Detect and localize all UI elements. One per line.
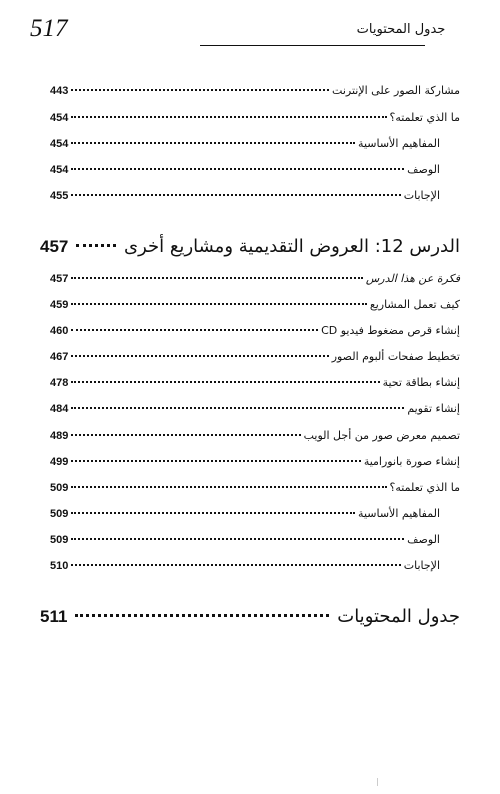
toc-entry-page: 455 xyxy=(50,190,69,202)
dot-leader xyxy=(71,116,386,118)
dot-leader xyxy=(71,277,362,279)
dot-leader xyxy=(71,355,328,357)
toc-entry-page: 459 xyxy=(50,299,69,311)
toc-entry[interactable] xyxy=(50,322,460,340)
dot-leader xyxy=(71,194,400,196)
dot-leader xyxy=(71,460,360,462)
toc-entry-page: 489 xyxy=(50,430,69,442)
toc-entry-title: المفاهيم الأساسية xyxy=(358,507,440,520)
running-header: جدول المحتويات xyxy=(356,22,446,37)
toc-entry[interactable] xyxy=(50,557,440,575)
toc-entry-page: 509 xyxy=(50,508,69,520)
toc-entry-page: 454 xyxy=(50,164,69,176)
dot-leader xyxy=(71,434,300,436)
toc-entry-title: الوصف xyxy=(407,163,440,176)
toc-chapter-title: الدرس 12: العروض التقديمية ومشاريع أخرى xyxy=(123,236,460,257)
toc-entry[interactable] xyxy=(50,427,460,445)
toc-entry[interactable] xyxy=(50,109,460,127)
toc-entry-page: 509 xyxy=(50,534,69,546)
toc-entry[interactable] xyxy=(50,161,440,179)
dot-leader xyxy=(71,486,386,488)
toc-chapter-title: جدول المحتويات xyxy=(337,606,460,627)
toc-chapter-page: 511 xyxy=(40,607,68,626)
toc-chapter-heading[interactable] xyxy=(40,234,460,260)
dot-leader xyxy=(71,564,400,566)
toc-entry-title: فكرة عن هذا الدرس xyxy=(365,272,460,285)
toc-chapter-heading[interactable] xyxy=(40,604,460,630)
dot-leader xyxy=(71,381,379,383)
toc-entry[interactable] xyxy=(50,348,460,366)
toc-entry-page: 457 xyxy=(50,273,69,285)
toc-entry-page: 509 xyxy=(50,482,69,494)
toc-entry-title: ما الذي تعلمته؟ xyxy=(389,111,460,124)
toc-entry-title: كيف تعمل المشاريع xyxy=(369,298,460,311)
dot-leader xyxy=(71,303,366,305)
toc-entry[interactable] xyxy=(50,453,460,471)
toc-entry-page: 467 xyxy=(50,351,69,363)
toc-entry-title: الإجابات xyxy=(403,189,440,202)
toc-entry-page: 454 xyxy=(50,112,69,124)
toc-entry-title: تخطيط صفحات ألبوم الصور xyxy=(331,350,460,363)
toc-entry-title: إنشاء قرص مضغوط فيديو CD xyxy=(321,324,460,337)
toc-entry-title: ما الذي تعلمته؟ xyxy=(389,481,460,494)
toc-entry-title: تصميم معرض صور من أجل الويب xyxy=(303,429,460,442)
toc-entry-title: الإجابات xyxy=(403,559,440,572)
dot-leader xyxy=(71,168,404,170)
toc-entry[interactable] xyxy=(50,531,440,549)
toc-entry-title: إنشاء صورة بانورامية xyxy=(363,455,460,468)
dot-leader xyxy=(71,407,404,409)
toc-entry-page: 499 xyxy=(50,456,69,468)
dot-leader xyxy=(71,512,355,514)
toc-entry-title: مشاركة الصور على الإنترنت xyxy=(332,84,460,97)
toc-entry[interactable] xyxy=(50,400,460,418)
dot-leader xyxy=(71,329,318,331)
toc-entry[interactable] xyxy=(50,82,460,100)
toc-entry[interactable] xyxy=(50,187,440,205)
scan-mark xyxy=(377,778,378,786)
toc-entry-page: 454 xyxy=(50,138,69,150)
toc-entry-page: 460 xyxy=(50,325,69,337)
toc-entry-page: 484 xyxy=(50,403,69,415)
toc-entry-title: إنشاء تقويم xyxy=(407,402,460,415)
toc-entry[interactable] xyxy=(50,505,440,523)
toc-entry-title: الوصف xyxy=(407,533,440,546)
toc-entry[interactable] xyxy=(50,135,440,153)
dot-leader xyxy=(71,538,404,540)
toc-chapter-page: 457 xyxy=(40,237,69,256)
dot-leader xyxy=(71,142,355,144)
toc-entry-page: 510 xyxy=(50,560,69,572)
toc-entry[interactable] xyxy=(50,479,460,497)
toc-entry-title: إنشاء بطاقة تحية xyxy=(382,376,460,389)
toc-entry[interactable] xyxy=(50,296,460,314)
header-rule xyxy=(200,45,425,46)
toc-entry-title: المفاهيم الأساسية xyxy=(358,137,440,150)
toc-entry[interactable] xyxy=(50,374,460,392)
dot-leader xyxy=(75,614,329,617)
dot-leader xyxy=(71,89,329,91)
toc-entry-page: 478 xyxy=(50,377,69,389)
toc-entry-page: 443 xyxy=(50,85,69,97)
toc-entry[interactable] xyxy=(50,270,460,288)
page-number: 517 xyxy=(30,15,68,42)
dot-leader xyxy=(76,244,116,247)
